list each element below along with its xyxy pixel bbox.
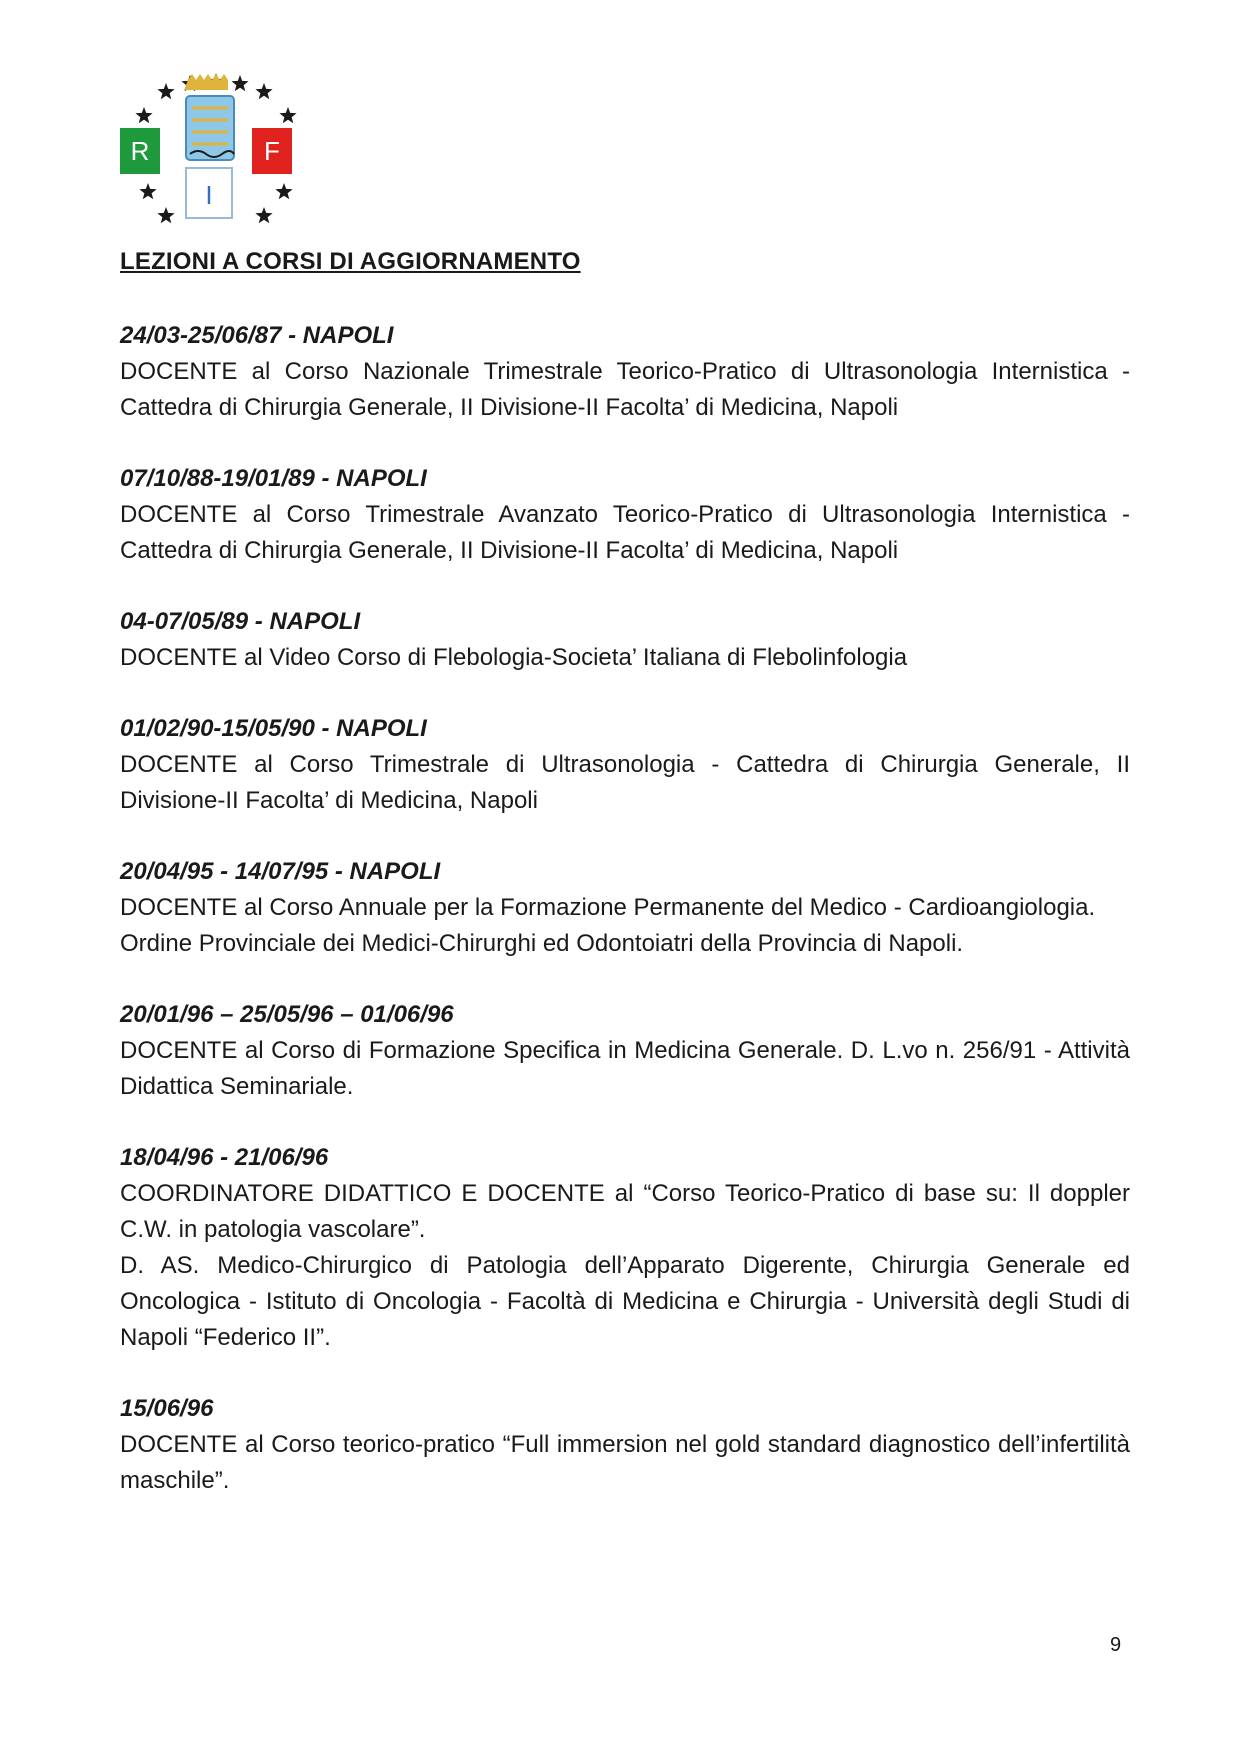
- rfi-logo: [118, 72, 314, 230]
- entry-description: DOCENTE al Video Corso di Flebologia-Societa’ Italiana di Flebolinfologia: [120, 644, 908, 671]
- star-icon: [135, 107, 152, 123]
- section-heading: LEZIONI A CORSI DI AGGIORNAMENTO: [120, 248, 581, 275]
- entry-date: 20/04/95 - 14/07/95 - NAPOLI: [120, 858, 441, 885]
- entry-description: COORDINATORE DIDATTICO E DOCENTE al “Corso Teorico-Pratico di base su: Il doppler C.W. in patologia vascolare”.: [120, 1180, 1130, 1243]
- entry-date: 01/02/90-15/05/90 - NAPOLI: [120, 715, 427, 742]
- entry-block: [120, 318, 1130, 426]
- entry-block: [120, 1391, 1130, 1499]
- entry-description: D. AS. Medico-Chirurgico di Patologia dell’Apparato Digerente, Chirurgia Generale ed Oncologica - Istituto di Oncologia - Facoltà di Medicina e Chirurgia - Università degli Studi di Napoli “Federico II”.: [120, 1252, 1130, 1351]
- entry-description: DOCENTE al Corso Trimestrale di Ultrasonologia - Cattedra di Chirurgia Generale, II Divisione-II Facolta’ di Medicina, Napoli: [120, 751, 1130, 814]
- entry-date: 20/01/96 – 25/05/96 – 01/06/96: [120, 1001, 454, 1028]
- entry-block: [120, 604, 1130, 676]
- logo-letter-f: F: [264, 136, 280, 166]
- star-icon: [255, 83, 272, 99]
- entry-description: DOCENTE al Corso Nazionale Trimestrale Teorico-Pratico di Ultrasonologia Internistica - Cattedra di Chirurgia Generale, II Divisione-II Facolta’ di Medicina, Napoli: [120, 358, 1130, 421]
- entry-date: 18/04/96 - 21/06/96: [120, 1144, 329, 1171]
- star-icon: [255, 207, 272, 223]
- entry-date: 24/03-25/06/87 - NAPOLI: [120, 322, 394, 349]
- logo-letter-r: R: [130, 136, 150, 166]
- star-icon: [157, 83, 174, 99]
- entry-block: [120, 461, 1130, 569]
- entries-list: [120, 318, 1130, 1534]
- entry-description: DOCENTE al Corso di Formazione Specifica in Medicina Generale. D. L.vo n. 256/91 - Attività Didattica Seminariale.: [120, 1037, 1130, 1100]
- star-icon: [275, 183, 292, 199]
- star-icon: [279, 107, 296, 123]
- entry-description: DOCENTE al Corso Annuale per la Formazione Permanente del Medico - Cardioangiologia.: [120, 894, 1096, 921]
- entry-description: DOCENTE al Corso teorico-pratico “Full immersion nel gold standard diagnostico dell’infertilità maschile”.: [120, 1431, 1130, 1494]
- entry-description: DOCENTE al Corso Trimestrale Avanzato Teorico-Pratico di Ultrasonologia Internistica - Cattedra di Chirurgia Generale, II Divisione-II Facolta’ di Medicina, Napoli: [120, 501, 1130, 564]
- page-number: 9: [1110, 1634, 1122, 1656]
- entry-date: 07/10/88-19/01/89 - NAPOLI: [120, 465, 427, 492]
- star-icon: [157, 207, 174, 223]
- entry-date: 04-07/05/89 - NAPOLI: [120, 608, 361, 635]
- star-icon: [139, 183, 156, 199]
- entry-block: [120, 854, 1130, 962]
- entry-block: [120, 997, 1130, 1105]
- entry-block: [120, 1140, 1130, 1356]
- logo-letter-i: I: [205, 180, 213, 210]
- entry-date: 15/06/96: [120, 1395, 214, 1422]
- star-icon: [231, 75, 248, 91]
- shield-emblem: [184, 74, 234, 160]
- entry-block: [120, 711, 1130, 819]
- entry-description: Ordine Provinciale dei Medici-Chirurghi ed Odontoiatri della Provincia di Napoli.: [120, 930, 964, 957]
